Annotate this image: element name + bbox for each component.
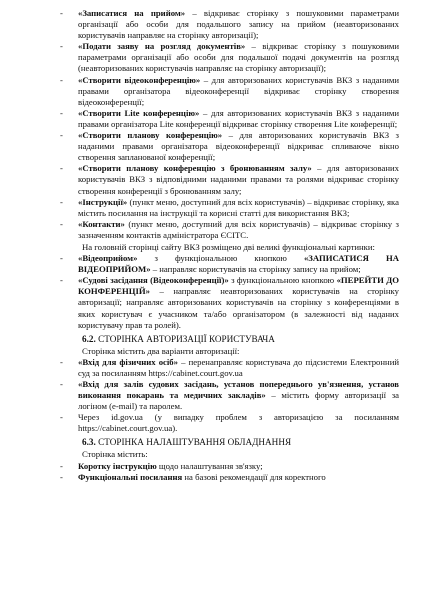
text-run: Сторінка містить: [82,449,148,460]
text-run: – відкриває сторінку з пошуковими параметрами організації або особи для подальшої подачі документів на розгляд (неавторизованих користувачів направляє на сторінку авторизації); [78,41,399,74]
bold-text: Функціональні посилання [78,471,183,482]
bullet-item [60,412,399,434]
bullet-item [60,163,399,196]
paragraph [60,346,399,357]
paragraph [60,242,399,253]
text-run: – містить форму авторизації за логіном (e-mail) та паролем. [78,390,399,412]
bullet-item [60,8,399,41]
bold-text: Коротку інструкцію [78,460,157,471]
bullet-item [60,472,399,483]
bullet-item [60,253,399,275]
bold-text: «ПЕРЕЙТИ ДО КОНФЕРЕНЦІЙ» [78,275,399,297]
text-run: СТОРІНКА АВТОРИЗАЦІЇ КОРИСТУВАЧА [95,333,275,344]
text-run: (пункт меню, доступний для всіх користувачів) – відкриває сторінку з зазначенням контактів адміністратора ЄСІТС. [78,218,399,240]
bullet-item [60,379,399,412]
bold-text: «Записатися на прийом» [78,8,186,18]
bold-text: «Створити планову конференцію» [78,130,223,141]
bold-text: 6.3. [82,437,96,448]
text-run: – для авторизованих користувачів ВКЗ з наданими правами організатора Lite конференції відкриває сторінку створення Lite конференції; [78,107,400,129]
bold-text: «Вхід для залів судових засідань, установ попереднього ув'язнення, установ виконання покарань та медичних закладів» [78,379,399,401]
text-run: (пункт меню, доступний для всіх користувачів) – відкриває сторінку, яка містить посилання на інструкції та корисні статті для використання ВКЗ; [78,196,399,218]
bullet-item [60,357,399,379]
bold-text: «Вхід для фізичних осіб» [78,356,178,367]
text-run: – для авторизованих користувачів ВКЗ з наданими правами організатора відеоконференції відкриває спливаюче вікно створення запланованої конференції; [78,130,399,163]
section-heading [60,333,399,345]
bold-text: «Створити планову конференцію з бронюванням залу» [78,163,312,174]
text-run: На головній сторінці сайту ВКЗ розміщено дві великі функціональні картинки: [82,241,375,252]
bullet-item [60,130,399,163]
bullet-item [60,41,399,74]
bold-text: 6.2. [82,333,96,344]
text-run: СТОРІНКА НАЛАШТУВАННЯ ОБЛАДНАННЯ [95,437,292,448]
bold-text: «Подати заяву на розгляд документів» [78,41,246,52]
text-run: – для авторизованих користувачів ВКЗ з відповідними наданими правами та ролями відкриває сторінку створення конференції з бронюванням залу; [78,163,399,196]
bold-text: «Судові засідання (Відеоконференції)» [78,275,229,286]
bold-text: «Відеоприйом» [78,253,138,264]
text-run: щодо налаштування зв'язку; [156,460,263,471]
bullet-item [60,275,399,330]
text-run: Сторінка містить два варіанти авторизації: [82,345,240,356]
bold-text: «Створити Lite конференцію» [78,107,200,118]
bold-text: «Інструкції» [78,196,128,207]
bold-text: «Контакти» [78,218,125,229]
bullet-item [60,108,399,130]
text-run: – перенаправляє користувача до підсистеми Електронний суд за посиланням https://cabinet.court.gov.ua [78,356,399,378]
bullet-item [60,197,399,219]
bullet-item [60,461,399,472]
text-run: – направляє користувачів на сторінку запису на прийом; [150,264,361,275]
text-run: – відкриває сторінку з пошуковими параметрами організації або особи для подальшого запису на прийом (неавторизованих користувачів направляє на сторінку авторизації); [78,8,399,41]
bullet-item [60,219,399,241]
text-run: на базові рекомендації для коректного [182,471,326,482]
paragraph [60,449,399,460]
text-run: – направляє неавторизованих користувачів на сторінку авторизації; направляє авторизованих користувачів на сторінку з конференціями в яких користувач є учасником та/або організатором (в залежності від наданих користувачу прав та ролей). [78,286,399,330]
text-run: Через id.gov.ua (у випадку проблем з авторизацією за посиланням https://cabinet.court.gov.ua). [78,412,399,434]
bold-text: «Створити відеоконференцію» [78,74,201,85]
text-run: з функціональною кнопкою [228,275,337,286]
section-heading [60,436,399,448]
bold-text: «ЗАПИСАТИСЯ НА ВІДЕОПРИЙОМ» [78,253,399,275]
bullet-item [60,75,399,108]
text-run: з функціональною кнопкою [137,253,304,264]
text-run: – для авторизованих користувачів ВКЗ з наданими правами організатора відеоконференції відкриває сторінку створення відеоконференції; [78,74,399,107]
